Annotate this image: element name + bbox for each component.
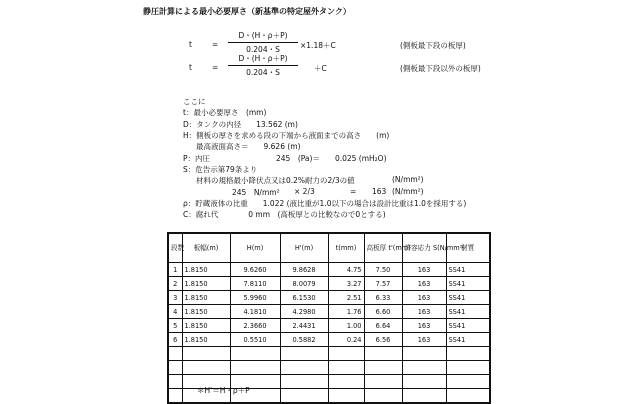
table-cell: 163 bbox=[402, 263, 446, 277]
table-cell-empty bbox=[446, 361, 490, 375]
formula1-denominator: 0.204・S bbox=[246, 45, 280, 54]
table-cell: 163 bbox=[402, 277, 446, 291]
table-cell: 2 bbox=[168, 277, 182, 291]
formula2-note: (側板最下段以外の板厚) bbox=[400, 64, 481, 73]
table-cell: 1.00 bbox=[328, 319, 364, 333]
table-cell: 163 bbox=[402, 291, 446, 305]
table-header-cell: 板幅(m) bbox=[182, 233, 230, 263]
table-cell-empty bbox=[402, 361, 446, 375]
def-d: D：タンクの内径 13.562 (m) bbox=[183, 120, 298, 129]
table-cell: 2.3660 bbox=[230, 319, 280, 333]
def-here: ここに bbox=[183, 97, 206, 106]
formula2-fraction bbox=[228, 53, 298, 78]
table-header-cell: H'(m) bbox=[280, 233, 328, 263]
table-row bbox=[168, 305, 490, 319]
table-cell: 1.76 bbox=[328, 305, 364, 319]
def-h: H：側板の厚さを求める段の下端から液面までの高さ (m) bbox=[183, 131, 390, 140]
table-cell-empty bbox=[168, 361, 182, 375]
table-row bbox=[168, 333, 490, 347]
table-cell: 3.27 bbox=[328, 277, 364, 291]
table-cell-empty bbox=[446, 389, 490, 404]
table-header-cell: 許容応力 S(N/mm²) bbox=[402, 233, 446, 263]
formula2-rest: ＋C bbox=[314, 64, 327, 73]
formula1-rest: ×1.18＋C bbox=[300, 41, 336, 50]
def-s: S：危告示第79条より bbox=[183, 165, 258, 174]
def-s-calc3: = bbox=[350, 187, 357, 196]
table-cell-empty bbox=[402, 347, 446, 361]
table-cell: 1.8150 bbox=[182, 319, 230, 333]
table-cell-empty bbox=[328, 361, 364, 375]
table-cell: 7.50 bbox=[364, 263, 402, 277]
formula2-lhs: t bbox=[189, 63, 192, 72]
def-s-unit2: (N/mm²) bbox=[392, 187, 424, 196]
table-cell: 6.56 bbox=[364, 333, 402, 347]
table-cell: 0.5510 bbox=[230, 333, 280, 347]
table-row bbox=[168, 319, 490, 333]
table-row bbox=[168, 291, 490, 305]
table-cell-empty bbox=[364, 347, 402, 361]
table-cell-empty bbox=[364, 389, 402, 404]
table-cell-empty bbox=[280, 389, 328, 404]
def-p-value: 245 (Pa)＝ 0.025 (mH₂O) bbox=[276, 154, 387, 163]
table-cell-empty bbox=[328, 347, 364, 361]
thickness-table bbox=[167, 232, 491, 404]
table-cell: 163 bbox=[402, 319, 446, 333]
table-cell: 1.8150 bbox=[182, 277, 230, 291]
table-cell: 163 bbox=[402, 305, 446, 319]
table-cell-empty bbox=[328, 375, 364, 389]
table-cell-empty bbox=[168, 375, 182, 389]
table-cell: 0.24 bbox=[328, 333, 364, 347]
table-row-empty bbox=[168, 361, 490, 375]
table-header-cell: H(m) bbox=[230, 233, 280, 263]
table-cell-empty bbox=[402, 375, 446, 389]
table-cell: SS41 bbox=[446, 333, 490, 347]
table-cell-empty bbox=[182, 361, 230, 375]
table-cell-empty bbox=[446, 347, 490, 361]
def-s-calc1: 245 N/mm² bbox=[232, 188, 280, 197]
table-cell: 4 bbox=[168, 305, 182, 319]
table-header-cell: 材質 bbox=[446, 233, 490, 263]
def-c: C：腐れ代 0 mm (高板厚との比較なので0とする) bbox=[183, 210, 386, 219]
table-cell-empty bbox=[364, 361, 402, 375]
table-cell: 1.8150 bbox=[182, 263, 230, 277]
table-row-empty bbox=[168, 347, 490, 361]
table-cell-empty bbox=[280, 375, 328, 389]
table-cell: 6 bbox=[168, 333, 182, 347]
formula1-numerator: D・(H・ρ＋P) bbox=[228, 30, 298, 43]
def-s-unit: (N/mm²) bbox=[392, 175, 424, 184]
table-cell: 2.4431 bbox=[280, 319, 328, 333]
def-s2: 材料の規格最小降伏点又は0.2%耐力の2/3の値 bbox=[196, 176, 355, 185]
table-row bbox=[168, 277, 490, 291]
table-cell-empty bbox=[168, 347, 182, 361]
table-cell: SS41 bbox=[446, 319, 490, 333]
table-header-cell: 段数 bbox=[168, 233, 182, 263]
table-cell: 6.1530 bbox=[280, 291, 328, 305]
page-title: 静圧計算による最小必要厚さ（新基準の特定屋外タンク） bbox=[143, 7, 351, 16]
table-header-cell: t(mm) bbox=[328, 233, 364, 263]
table-cell: 163 bbox=[402, 333, 446, 347]
table-cell: 0.5882 bbox=[280, 333, 328, 347]
table-cell-empty bbox=[328, 389, 364, 404]
table-cell-empty bbox=[364, 375, 402, 389]
formula1-eq: = bbox=[212, 40, 219, 49]
table-cell-empty bbox=[182, 347, 230, 361]
table-cell: 6.33 bbox=[364, 291, 402, 305]
table-cell: SS41 bbox=[446, 305, 490, 319]
table-row bbox=[168, 263, 490, 277]
table-cell-empty bbox=[168, 389, 182, 404]
table-cell-empty bbox=[446, 375, 490, 389]
def-rho: ρ：貯蔵液体の比重 1.022 (液比重が1.0以下の場合は設計比重は1.0を採用する) bbox=[183, 199, 467, 208]
table-cell: 6.64 bbox=[364, 319, 402, 333]
table-cell: 8.0079 bbox=[280, 277, 328, 291]
table-cell: 2.51 bbox=[328, 291, 364, 305]
table-cell: SS41 bbox=[446, 263, 490, 277]
table-cell-empty bbox=[280, 361, 328, 375]
table-cell: SS41 bbox=[446, 277, 490, 291]
table-cell: 7.8110 bbox=[230, 277, 280, 291]
table-cell-empty bbox=[402, 389, 446, 404]
def-hmax: 最高液面高さ＝ 9.626 (m) bbox=[196, 142, 301, 151]
table-cell: 1.8150 bbox=[182, 305, 230, 319]
table-cell-empty bbox=[230, 347, 280, 361]
table-cell: 1.8150 bbox=[182, 333, 230, 347]
table-cell: 6.60 bbox=[364, 305, 402, 319]
formula1-lhs: t bbox=[189, 40, 192, 49]
table-header-row bbox=[168, 233, 490, 263]
table-header-cell: 高板厚 t'(mm) bbox=[364, 233, 402, 263]
formula2-denominator: 0.204・S bbox=[246, 68, 280, 77]
table-cell: 5.9960 bbox=[230, 291, 280, 305]
table-cell: 9.6260 bbox=[230, 263, 280, 277]
table-cell: 7.57 bbox=[364, 277, 402, 291]
def-p-label: P：内圧 bbox=[183, 154, 211, 163]
table-cell-empty bbox=[230, 361, 280, 375]
table-cell: 9.8628 bbox=[280, 263, 328, 277]
def-s-calc4: 163 bbox=[372, 187, 387, 196]
table-cell: 1 bbox=[168, 263, 182, 277]
table-cell: 4.75 bbox=[328, 263, 364, 277]
table-cell-empty bbox=[280, 347, 328, 361]
def-t: t：最小必要厚さ (mm) bbox=[183, 108, 267, 117]
table-cell: 4.1810 bbox=[230, 305, 280, 319]
table-cell: 3 bbox=[168, 291, 182, 305]
formula2-numerator: D・(H・ρ＋P) bbox=[228, 53, 298, 66]
table-cell: 1.8150 bbox=[182, 291, 230, 305]
formula2-eq: = bbox=[212, 63, 219, 72]
table-cell: 4.2980 bbox=[280, 305, 328, 319]
table-cell: SS41 bbox=[446, 291, 490, 305]
formula1-note: (側板最下段の板厚) bbox=[400, 41, 466, 50]
footnote: ＊H'＝H・ρ＋P bbox=[197, 386, 250, 395]
def-s-calc2: × 2/3 bbox=[294, 187, 315, 196]
formula1-fraction bbox=[228, 30, 298, 55]
table-body bbox=[168, 263, 490, 404]
table-cell: 5 bbox=[168, 319, 182, 333]
